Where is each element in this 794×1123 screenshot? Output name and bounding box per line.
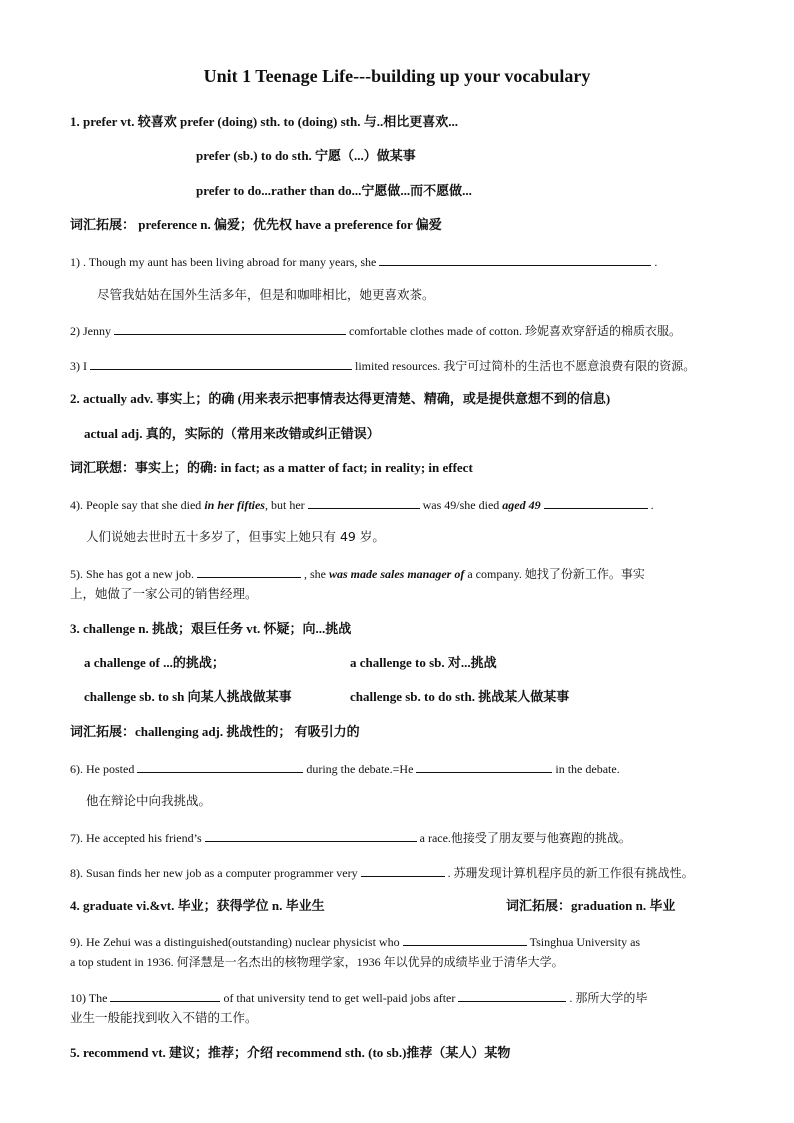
section-3-usage-2a: a challenge of ...的挑战；: [84, 655, 225, 670]
section-1-usage-3: prefer to do...rather than do...宁愿做...而不愿做...: [196, 183, 472, 198]
question-5-text-3: a company. 她找了份新工作。事实: [467, 567, 645, 581]
answer-blank-3[interactable]: [90, 356, 352, 370]
question-5-translation: 上，她做了一家公司的销售经理。: [70, 586, 258, 601]
question-4-text: 4). People say that she died: [70, 498, 202, 512]
section-2-usage-2: actual adj. 真的，实际的（常用来改错或纠正错误）: [84, 426, 380, 441]
answer-blank-6b[interactable]: [416, 759, 552, 773]
section-3-usage-3a: challenge sb. to sh 向某人挑战做某事: [84, 689, 292, 704]
question-1: [70, 252, 754, 271]
question-9-translation: a top student in 1936. 何泽慧是一名杰出的核物理学家，1936 年以优异的成绩毕业于清华大学。: [70, 955, 564, 969]
page-title: Unit 1 Teenage Life---building up your vocabulary: [203, 66, 591, 86]
section-4-heading: 4. graduate vi.&vt. 毕业；获得学位 n. 毕业生: [70, 898, 325, 913]
question-2-text: 2) Jenny: [70, 324, 111, 338]
answer-blank-6a[interactable]: [137, 759, 303, 773]
question-5-text: 5). She has got a new job.: [70, 567, 194, 581]
question-1-translation: 尽管我姑姑在国外生活多年，但是和咖啡相比，她更喜欢茶。: [97, 287, 435, 302]
answer-blank-4a[interactable]: [308, 495, 420, 509]
question-3-text: 3) I: [70, 359, 87, 373]
question-5-text-2: , she: [303, 567, 326, 581]
section-1-heading: 1. prefer vt. 较喜欢 prefer (doing) sth. to (doing) sth. 与..相比更喜欢...: [70, 114, 458, 129]
question-6-text-3: in the debate.: [555, 762, 620, 776]
question-6-text: 6). He posted: [70, 762, 135, 776]
question-8-rest: . 苏珊发现计算机程序员的新工作很有挑战性。: [447, 866, 694, 880]
question-7-text: 7). He accepted his friend’s: [70, 831, 202, 845]
question-10-text-3: . 那所大学的毕: [569, 991, 648, 1005]
section-4-extension: 词汇拓展：graduation n. 毕业: [506, 898, 676, 913]
section-1-usage-2: prefer (sb.) to do sth. 宁愿（...）做某事: [196, 148, 416, 163]
question-6-text-2: during the debate.=He: [306, 762, 414, 776]
question-4-end: .: [650, 498, 654, 512]
question-10: [70, 988, 754, 1007]
question-5-emphasis: was made sales manager of: [328, 567, 465, 581]
question-9: [70, 932, 754, 951]
answer-blank-4b[interactable]: [544, 495, 648, 509]
section-2-association: 词汇联想：事实上；的确: in fact; as a matter of fact; in reality; in effect: [70, 460, 473, 475]
question-2-rest: comfortable clothes made of cotton. 珍妮喜欢穿舒适的棉质衣服。: [349, 324, 681, 338]
answer-blank-1[interactable]: [379, 252, 651, 266]
answer-blank-10a[interactable]: [110, 988, 220, 1002]
question-4: [70, 495, 754, 514]
question-8: [70, 863, 754, 882]
answer-blank-7[interactable]: [205, 828, 417, 842]
question-4-emphasis-1: in her fifties: [204, 498, 265, 512]
question-3-rest: limited resources. 我宁可过简朴的生活也不愿意浪费有限的资源。: [355, 359, 696, 373]
question-1-end: .: [654, 255, 658, 269]
question-3: [70, 356, 754, 375]
section-3-extension: 词汇拓展：challenging adj. 挑战性的； 有吸引力的: [70, 724, 360, 739]
question-8-text: 8). Susan finds her new job as a computer programmer very: [70, 866, 358, 880]
question-9-rest: Tsinghua University as: [529, 935, 641, 949]
section-2-heading: 2. actually adv. 事实上；的确 (用来表示把事情表达得更清楚、精确，或是提供意想不到的信息): [70, 391, 611, 406]
answer-blank-5[interactable]: [197, 564, 301, 578]
section-1-extension: 词汇拓展： preference n. 偏爱；优先权 have a preference for 偏爱: [70, 217, 442, 232]
answer-blank-2[interactable]: [114, 321, 346, 335]
section-5-heading: 5. recommend vt. 建议；推荐；介绍 recommend sth. (to sb.)推荐（某人）某物: [70, 1045, 511, 1060]
answer-blank-10b[interactable]: [458, 988, 566, 1002]
question-4-emphasis-2: aged 49: [502, 498, 541, 512]
question-6: [70, 759, 754, 778]
section-3-heading: 3. challenge n. 挑战；艰巨任务 vt. 怀疑；向...挑战: [70, 621, 352, 636]
question-7-rest: a race.他接受了朋友要与他赛跑的挑战。: [419, 831, 631, 845]
question-7: [70, 828, 754, 847]
section-3-usage-2b: a challenge to sb. 对...挑战: [350, 655, 497, 670]
question-5: [70, 564, 754, 583]
question-1-text: 1) . Though my aunt has been living abroad for many years, she: [70, 255, 377, 269]
question-4-text-3: was 49/she died: [422, 498, 500, 512]
question-10-text: 10) The: [70, 991, 108, 1005]
answer-blank-8[interactable]: [361, 863, 445, 877]
answer-blank-9[interactable]: [403, 932, 527, 946]
section-3-usage-3b: challenge sb. to do sth. 挑战某人做某事: [350, 689, 570, 704]
question-2: [70, 321, 754, 340]
question-6-translation: 他在辩论中向我挑战。: [86, 793, 212, 808]
question-10-text-2: of that university tend to get well-paid jobs after: [223, 991, 456, 1005]
question-4-text-2: , but her: [264, 498, 305, 512]
question-9-text: 9). He Zehui was a distinguished(outstanding) nuclear physicist who: [70, 935, 400, 949]
question-10-translation: 业生一般能找到收入不错的工作。: [70, 1010, 258, 1025]
question-4-translation: 人们说她去世时五十多岁了，但事实上她只有 49 岁。: [86, 529, 385, 544]
